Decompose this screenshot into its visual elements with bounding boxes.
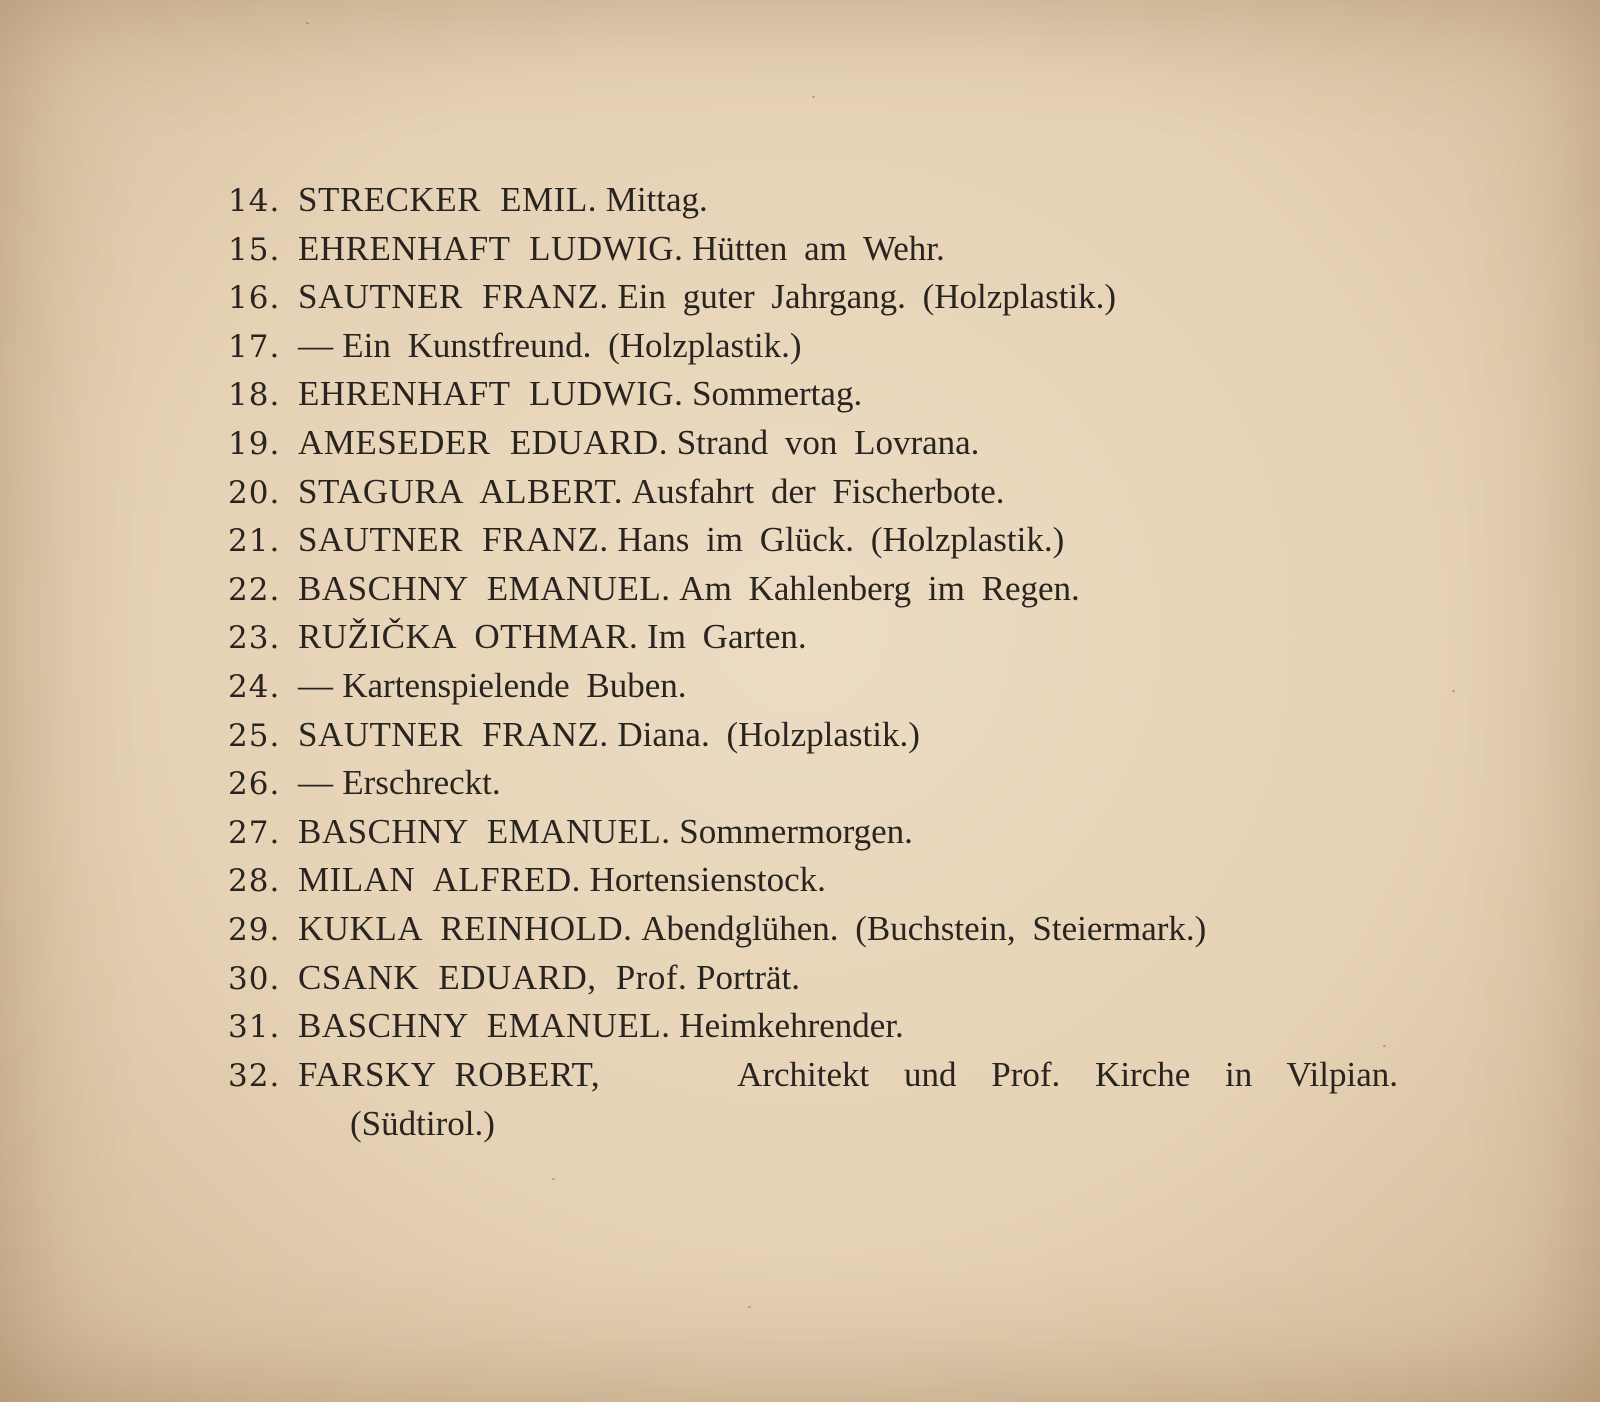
- entry-title: Heimkehrender.: [679, 1006, 904, 1046]
- paper-speck: [812, 96, 815, 98]
- catalogue-entry: [228, 273, 1398, 322]
- paper-speck: [552, 1178, 555, 1180]
- entry-text: [298, 613, 807, 662]
- entry-artist: EHRENHAFT LUDWIG.: [298, 374, 684, 414]
- entry-artist: —: [298, 325, 334, 365]
- entry-artist: —: [298, 763, 334, 803]
- paper-speck: [748, 1306, 751, 1308]
- entry-title: Sommermorgen.: [679, 811, 913, 851]
- catalogue-entry: [228, 322, 1398, 371]
- entry-number: 27.: [228, 814, 281, 851]
- entry-title: Sommertag.: [692, 374, 863, 414]
- entry-artist: KUKLA REINHOLD.: [298, 908, 633, 948]
- entry-text: [298, 711, 920, 760]
- entry-text: [298, 565, 1080, 614]
- catalogue-entry: [228, 565, 1398, 614]
- entry-title: Kartenspielende Buben.: [342, 665, 687, 705]
- catalogue-list: [228, 176, 1398, 1149]
- entry-title: Am Kahlenberg im Regen.: [679, 568, 1080, 608]
- catalogue-entry: [228, 516, 1398, 565]
- entry-number: 29.: [228, 911, 281, 948]
- paper-speck: [1452, 690, 1455, 692]
- entry-artist: —: [298, 665, 334, 705]
- entry-number: 25.: [228, 717, 281, 754]
- entry-number: 20.: [228, 474, 281, 511]
- entry-number: 24.: [228, 668, 281, 705]
- entry-artist: RUŽIČKA OTHMAR.: [298, 617, 639, 657]
- entry-title: Strand von Lovrana.: [676, 422, 980, 462]
- entry-title: Hans im Glück. (Holzplastik.): [617, 520, 1065, 560]
- entry-text: [298, 856, 826, 905]
- catalogue-entry: [228, 856, 1398, 905]
- entry-continuation: (Südtirol.): [350, 1104, 495, 1144]
- catalogue-entry: [228, 905, 1398, 954]
- entry-text: [298, 1051, 1398, 1100]
- entry-number: 31.: [228, 1009, 281, 1046]
- entry-number: 30.: [228, 960, 281, 997]
- entry-artist: AMESEDER EDUARD.: [298, 422, 668, 462]
- catalogue-entry: [228, 225, 1398, 274]
- entry-number: 18.: [228, 377, 281, 414]
- catalogue-entry: [228, 711, 1398, 760]
- entry-number: 28.: [228, 863, 281, 900]
- catalogue-entry: [228, 419, 1398, 468]
- entry-text: [298, 954, 800, 1003]
- catalogue-entry: [228, 176, 1398, 225]
- entry-artist: STRECKER EMIL.: [298, 180, 597, 219]
- entry-title: Hütten am Wehr.: [692, 228, 945, 268]
- entry-artist: MILAN ALFRED.: [298, 860, 581, 900]
- paper-speck: [306, 22, 309, 24]
- entry-title: Porträt.: [696, 957, 801, 997]
- entry-artist: EHRENHAFT LUDWIG.: [298, 228, 684, 268]
- entry-text: [298, 225, 945, 274]
- entry-text: [298, 1002, 904, 1051]
- entry-text: [298, 322, 802, 371]
- catalogue-entry: [228, 370, 1398, 419]
- entry-text: [298, 419, 979, 468]
- entry-artist: BASCHNY EMANUEL.: [298, 1006, 671, 1046]
- catalogue-entry: [228, 1002, 1398, 1051]
- catalogue-entry: [228, 759, 1398, 808]
- entry-title: Im Garten.: [647, 617, 807, 657]
- entry-text: [298, 273, 1116, 322]
- entry-title: Mittag.: [605, 180, 708, 219]
- entry-number: 19.: [228, 425, 281, 462]
- entry-number: 32.: [228, 1057, 281, 1094]
- catalogue-entry: [228, 808, 1398, 857]
- entry-artist: FARSKY ROBERT,: [298, 1054, 601, 1094]
- entry-artist: SAUTNER FRANZ.: [298, 520, 609, 560]
- entry-number: 26.: [228, 766, 281, 803]
- catalogue-entry: [228, 1051, 1398, 1100]
- entry-artist: BASCHNY EMANUEL.: [298, 568, 671, 608]
- entry-number: 15.: [228, 231, 281, 268]
- catalogue-entry: [228, 613, 1398, 662]
- entry-text: [298, 905, 1206, 954]
- entry-text: [298, 176, 708, 225]
- entry-artist: SAUTNER FRANZ.: [298, 714, 609, 754]
- entry-title: Ausfahrt der Fischerbote.: [631, 471, 1005, 511]
- entry-text: [298, 759, 501, 808]
- catalogue-entry: [228, 662, 1398, 711]
- entry-artist: SAUTNER FRANZ.: [298, 277, 609, 317]
- entry-title: Diana. (Holzplastik.): [617, 714, 920, 754]
- entry-text: [298, 468, 1005, 517]
- entry-title: Abendglühen. (Buchstein, Steiermark.): [641, 908, 1207, 948]
- entry-artist: BASCHNY EMANUEL.: [298, 811, 671, 851]
- entry-artist: STAGURA ALBERT.: [298, 471, 624, 511]
- entry-title: Architekt und Prof. Kirche in Vilpian.: [737, 1054, 1398, 1094]
- entry-text: [298, 370, 862, 419]
- entry-title: Erschreckt.: [342, 763, 501, 803]
- entry-number: 16.: [228, 280, 281, 317]
- entry-title: Ein Kunstfreund. (Holzplastik.): [342, 325, 802, 365]
- catalogue-entry: [228, 468, 1398, 517]
- entry-artist: CSANK EDUARD, Prof.: [298, 957, 688, 997]
- entry-number: 23.: [228, 620, 281, 657]
- entry-number: 17.: [228, 328, 281, 365]
- entry-title: Hortensienstock.: [589, 860, 826, 900]
- entry-title: Ein guter Jahrgang. (Holzplastik.): [617, 277, 1117, 317]
- entry-number: 14.: [228, 183, 281, 219]
- entry-text: [298, 808, 913, 857]
- entry-number: 22.: [228, 571, 281, 608]
- entry-number: 21.: [228, 523, 281, 560]
- catalogue-entry: [228, 954, 1398, 1003]
- entry-text: [298, 662, 687, 711]
- entry-text: [298, 516, 1064, 565]
